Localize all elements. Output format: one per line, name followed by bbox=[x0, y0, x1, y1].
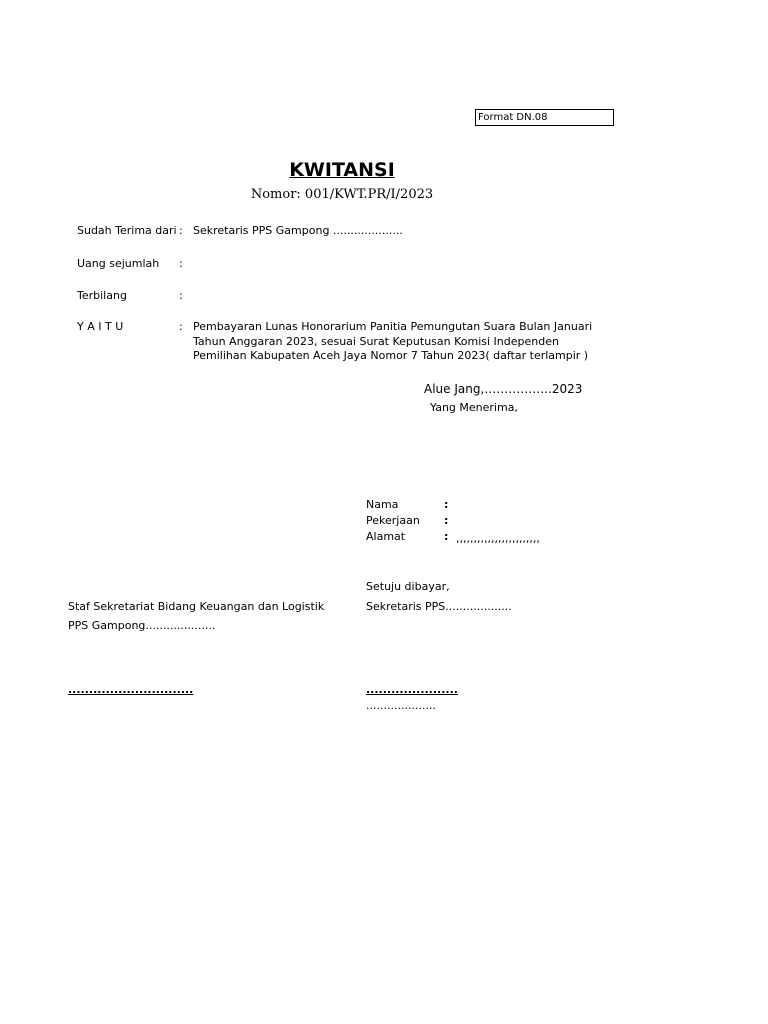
signature-left: .............................. bbox=[68, 683, 194, 696]
pps-gampong-label: PPS Gampong.................... bbox=[68, 619, 216, 632]
receiver-label: Yang Menerima, bbox=[430, 401, 518, 414]
alamat-colon: : bbox=[444, 530, 449, 543]
terbilang-colon: : bbox=[179, 289, 183, 302]
format-label-box: Format DN.08 bbox=[475, 109, 614, 126]
alamat-label: Alamat bbox=[366, 530, 406, 543]
nama-colon: : bbox=[444, 498, 449, 511]
document-number: Nomor: 001/KWT.PR/I/2023 bbox=[250, 187, 434, 202]
alamat-value: ,,,,,,,,,,,,,,,,,,,,,,,, bbox=[456, 532, 540, 545]
sudah-terima-colon: : bbox=[179, 224, 183, 237]
uang-sejumlah-colon: : bbox=[179, 257, 183, 270]
setuju-dibayar-label: Setuju dibayar, bbox=[366, 580, 450, 593]
yaitu-description: Pembayaran Lunas Honorarium Panitia Pemungutan Suara Bulan Januari Tahun Anggaran 2023, sesuai Surat Keputusan Komisi Independen Pemilihan Kabupaten Aceh Jaya Nomor 7 Tahun 2023( daftar terlampir ) bbox=[193, 320, 593, 362]
document-title: KWITANSI bbox=[289, 159, 395, 181]
terbilang-label: Terbilang bbox=[77, 289, 127, 302]
sudah-terima-label: Sudah Terima dari bbox=[77, 224, 177, 237]
signature-right-sub: .................... bbox=[366, 699, 436, 712]
staf-label: Staf Sekretariat Bidang Keuangan dan Logistik bbox=[68, 600, 325, 613]
pekerjaan-colon: : bbox=[444, 514, 449, 527]
place-date: Alue Jang,……………..2023 bbox=[424, 382, 583, 396]
signature-right: ...................... bbox=[366, 683, 458, 696]
uang-sejumlah-label: Uang sejumlah bbox=[77, 257, 160, 270]
nama-label: Nama bbox=[366, 498, 399, 511]
yaitu-label: Y A I T U bbox=[77, 320, 124, 333]
yaitu-colon: : bbox=[179, 320, 183, 333]
sekretaris-pps-label: Sekretaris PPS................... bbox=[366, 600, 512, 613]
pekerjaan-label: Pekerjaan bbox=[366, 514, 420, 527]
sudah-terima-value: Sekretaris PPS Gampong .................... bbox=[193, 224, 403, 237]
